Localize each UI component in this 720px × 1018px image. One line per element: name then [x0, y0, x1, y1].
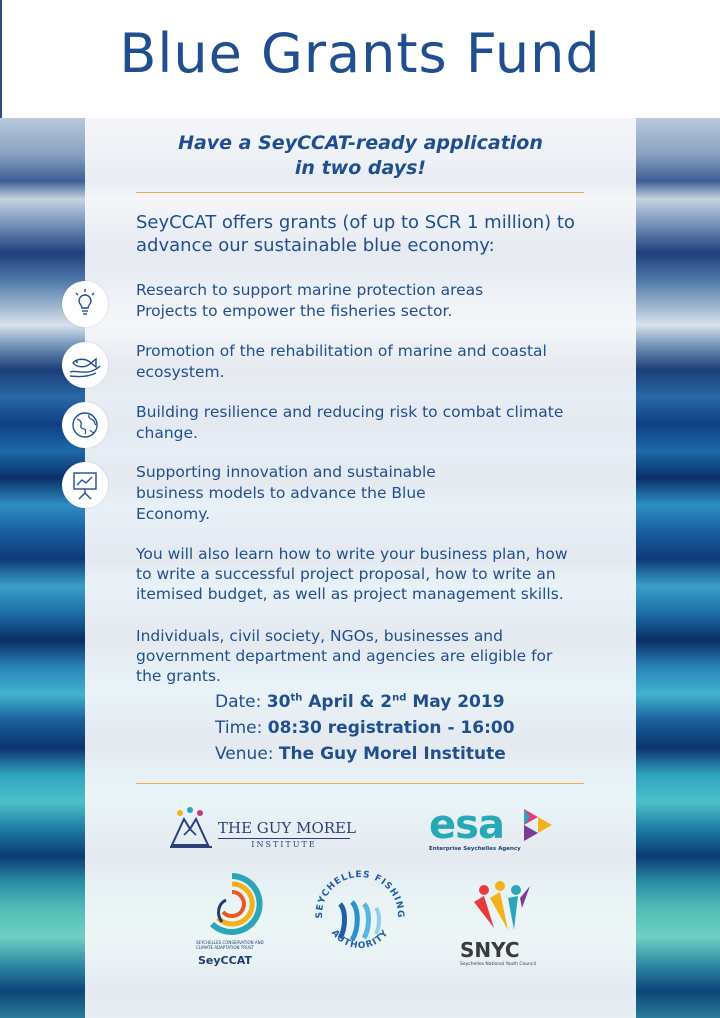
list-item	[136, 402, 606, 444]
page-title: Blue Grants Fund	[119, 22, 601, 85]
time-label: Time:	[215, 718, 263, 738]
lightbulb-icon	[62, 281, 108, 327]
esa-wordmark: esa	[429, 802, 504, 848]
paragraph-skills	[136, 544, 606, 604]
list-item	[136, 341, 606, 383]
intro-text: SeyCCAT offers grants (of up to SCR 1 million) to advance our sustainable blue economy:	[136, 212, 575, 256]
paragraph-eligibility	[136, 626, 606, 686]
snyc-name: SNYC	[460, 938, 520, 962]
seyccat-name: SeyCCAT	[198, 954, 252, 967]
divider-bottom	[136, 783, 584, 784]
list-item	[136, 280, 606, 322]
venue-label: Venue:	[215, 744, 274, 764]
item-line: Economy.	[136, 505, 211, 523]
event-date	[215, 692, 505, 712]
guy-morel-logo	[166, 805, 356, 853]
presentation-board-icon	[62, 462, 108, 508]
venue-value: The Guy Morel Institute	[278, 744, 506, 764]
item-line: Promotion of the rehabilitation of marine and coastal	[136, 342, 547, 360]
seyccat-logo	[196, 870, 268, 970]
esa-sub: Enterprise Seychelles Agency	[429, 846, 521, 852]
seyccat-emblem	[196, 870, 268, 940]
item-line: change.	[136, 424, 198, 442]
date-value: 30th April & 2nd May 2019	[266, 692, 505, 712]
svg-text:SEYCHELLES FISHING	[315, 870, 405, 919]
esa-logo	[429, 802, 564, 855]
paragraph-line: You will also learn how to write your business plan, how	[136, 545, 568, 563]
paragraph-line: the grants.	[136, 667, 221, 685]
snyc-emblem	[464, 878, 534, 938]
item-line: ecosystem.	[136, 363, 225, 381]
headline	[85, 131, 636, 181]
seyccat-small-text: SEYCHELLES CONSERVATION AND CLIMATE ADAPTATION TRUST	[196, 940, 264, 950]
headline-line-2: in two days!	[294, 157, 427, 179]
item-line: business models to advance the Blue	[136, 484, 426, 502]
item-line: Building resilience and reducing risk to combat climate	[136, 403, 564, 421]
list-item	[136, 462, 606, 525]
svg-text:AUTHORITY	[329, 928, 391, 951]
snyc-sub: Seychelles National Youth Council	[460, 962, 536, 967]
sfa-top-text: SEYCHELLES FISHING	[314, 869, 406, 919]
item-line: Supporting innovation and sustainable	[136, 463, 436, 481]
date-label: Date:	[215, 692, 262, 712]
item-line: Projects to empower the fisheries sector.	[136, 302, 453, 320]
headline-line-1: Have a SeyCCAT-ready application	[178, 132, 543, 154]
divider-top	[136, 192, 584, 193]
time-value: 08:30 registration - 16:00	[267, 718, 515, 738]
event-time	[215, 718, 515, 738]
snyc-logo	[456, 878, 546, 973]
fish-hand-icon	[62, 342, 108, 388]
globe-icon	[62, 402, 108, 448]
sfa-bottom-text: AUTHORITY	[329, 928, 391, 952]
esa-arrow-icon	[520, 805, 560, 845]
guy-morel-name: THE GUY MOREL	[218, 819, 356, 837]
sfa-logo	[312, 860, 408, 970]
paragraph-line: Individuals, civil society, NGOs, businesses and	[136, 627, 503, 645]
paragraph-line: to write a successful project proposal, how to write an	[136, 565, 556, 583]
guy-morel-sub: INSTITUTE	[218, 838, 350, 849]
sfa-emblem	[312, 860, 408, 970]
paragraph-line: government department and agencies are eligible for	[136, 647, 553, 665]
item-line: Research to support marine protection areas	[136, 281, 484, 299]
guy-morel-emblem	[166, 805, 216, 853]
event-venue	[215, 744, 506, 764]
paragraph-line: itemised budget, as well as project management skills.	[136, 585, 564, 603]
header	[0, 0, 720, 118]
